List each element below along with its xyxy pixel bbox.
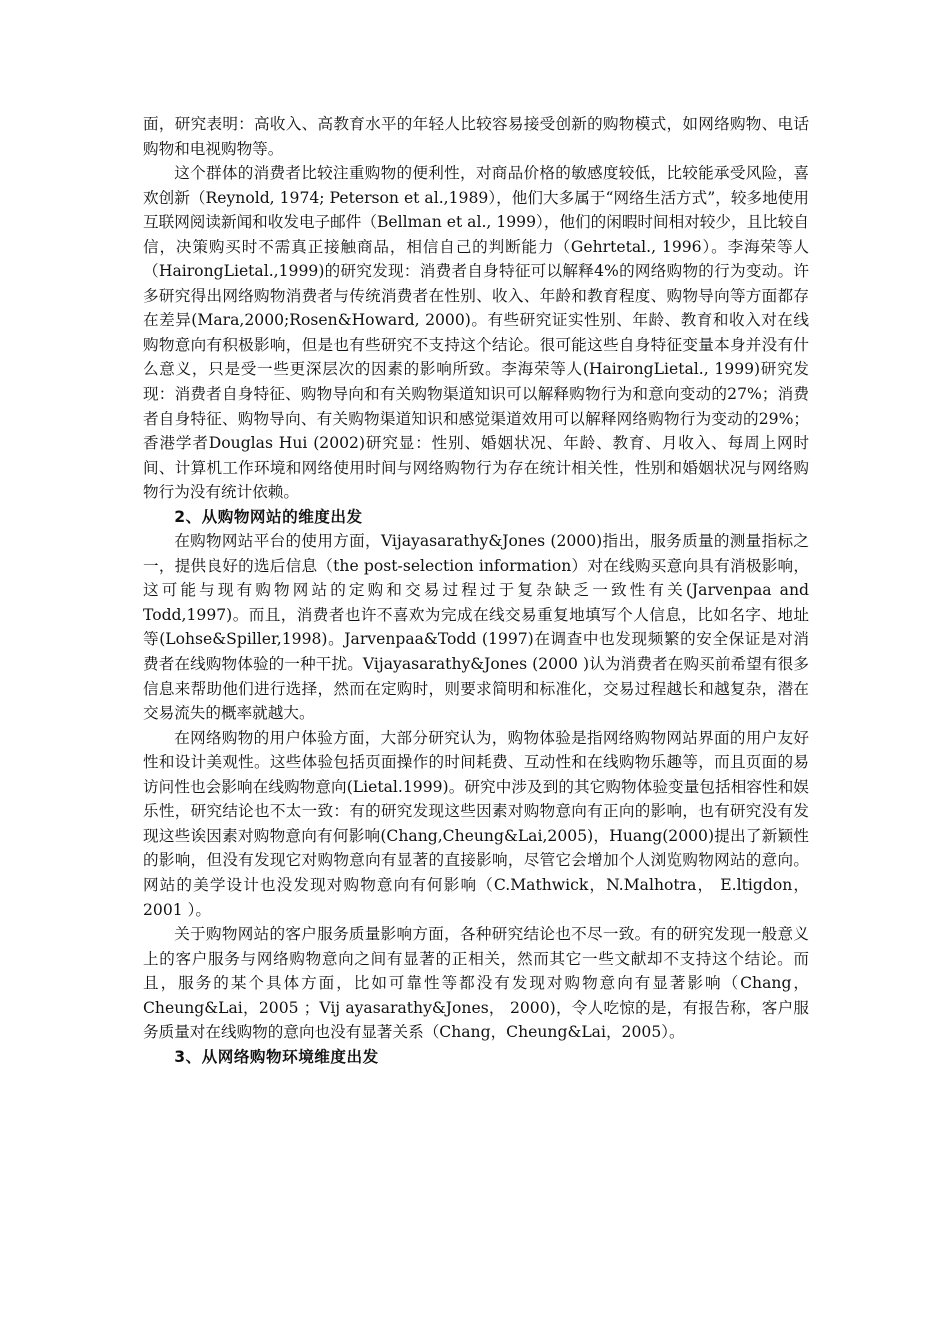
paragraph-website-usage: 在购物网站平台的使用方面，Vijayasarathy&Jones (2000)指出，服务质量的测量指标之一，提供良好的选后信息（the post-selection information）对在线购买意向具有消极影响，这可能与现有购物网站的定购和交易过程过于复杂缺乏一致性有关(Jarvenpaa and Todd,1997)。而且，消费者也许不喜欢为完成在线交易重复地填写个人信息，比如名字、地址等(Lohse&Spiller,1998)。Jarvenpaa&Todd (1997)在调查中也发现频繁的安全保证是对消费者在线购物体验的一种干扰。Vijayasarathy&Jones (2000 )认为消费者在购买前希望有很多信息来帮助他们进行选择，然而在定购时，则要求简明和标准化，交易过程越长和越复杂，潜在交易流失的概率就越大。	[143, 532, 809, 723]
paragraph-consumer-traits: 这个群体的消费者比较注重购物的便利性，对商品价格的敏感度较低，比较能承受风险，喜欢创新（Reynold, 1974; Peterson et al.,1989），他们大多属于“网络生活方式”，较多地使用互联网阅读新闻和收发电子邮件（Bellman et al., 1999），他们的闲暇时间相对较少，且比较自信，决策购买时不需真正接触商品，相信自己的判断能力（Gehrtetal., 1996）。李海荣等人（HairongLietal.,1999)的研究发现：消费者自身特征可以解释4%的网络购物的行为变动。许多研究得出网络购物消费者与传统消费者在性别、收入、年龄和教育程度、购物导向等方面都存在差异(Mara,2000;Rosen&Howard, 2000)。有些研究证实性别、年龄、教育和收入对在线购物意向有积极影响，但是也有些研究不支持这个结论。很可能这些自身特征变量本身并没有什么意义，只是受一些更深层次的因素的影响所致。李海荣等人(HairongLietal., 1999)研究发现：消费者自身特征、购物导向和有关购物渠道知识可以解释购物行为和意向变动的27%；消费者自身特征、购物导向、有关购物渠道知识和感觉渠道效用可以解释网络购物行为变动的29%；香港学者Douglas Hui (2002)研究显：性别、婚姻状况、年龄、教育、月收入、每周上网时间、计算机工作环境和网络使用时间与网络购物行为存在统计相关性，性别和婚姻状况与网络购物行为没有统计依赖。	[143, 164, 809, 502]
paragraph-customer-service: 关于购物网站的客户服务质量影响方面，各种研究结论也不尽一致。有的研究发现一般意义上的客户服务与网络购物意向之间有显著的正相关，然而其它一些文献却不支持这个结论。而且，服务的某个具体方面，比如可靠性等都没有发现对购物意向有显著影响（Chang， Cheung&Lai，2005 ；Vij ayasarathy&Jones， 2000)，令人吃惊的是，有报告称，客户服务质量对在线购物的意向也没有显著关系（Chang，Cheung&Lai，2005）。	[143, 925, 809, 1042]
document-body	[143, 112, 809, 1069]
paragraph-continuation: 面，研究表明：高收入、高教育水平的年轻人比较容易接受创新的购物模式，如网络购物、电话购物和电视购物等。	[143, 115, 809, 158]
paragraph-user-experience: 在网络购物的用户体验方面，大部分研究认为，购物体验是指网络购物网站界面的用户友好性和设计美观性。这些体验包括页面操作的时间耗费、互动性和在线购物乐趣等，而且页面的易访问性也会影响在线购物意向(Lietal.1999)。研究中涉及到的其它购物体验变量包括相容性和娱乐性，研究结论也不太一致：有的研究发现这些因素对购物意向有正向的影响，也有研究没有发现这些诶因素对购物意向有何影响(Chang,Cheung&Lai,2005)，Huang(2000)提出了新颖性的影响，但没有发现它对购物意向有显著的直接影响，尽管它会增加个人浏览购物网站的意向。网站的美学设计也没发现对购物意向有何影响（C.Mathwick，N.Malhotra， E.ltigdon，2001 ）。	[143, 728, 809, 919]
section-heading-3: 3、从网络购物环境维度出发	[174, 1047, 379, 1066]
section-heading-2: 2、从购物网站的维度出发	[174, 507, 363, 526]
